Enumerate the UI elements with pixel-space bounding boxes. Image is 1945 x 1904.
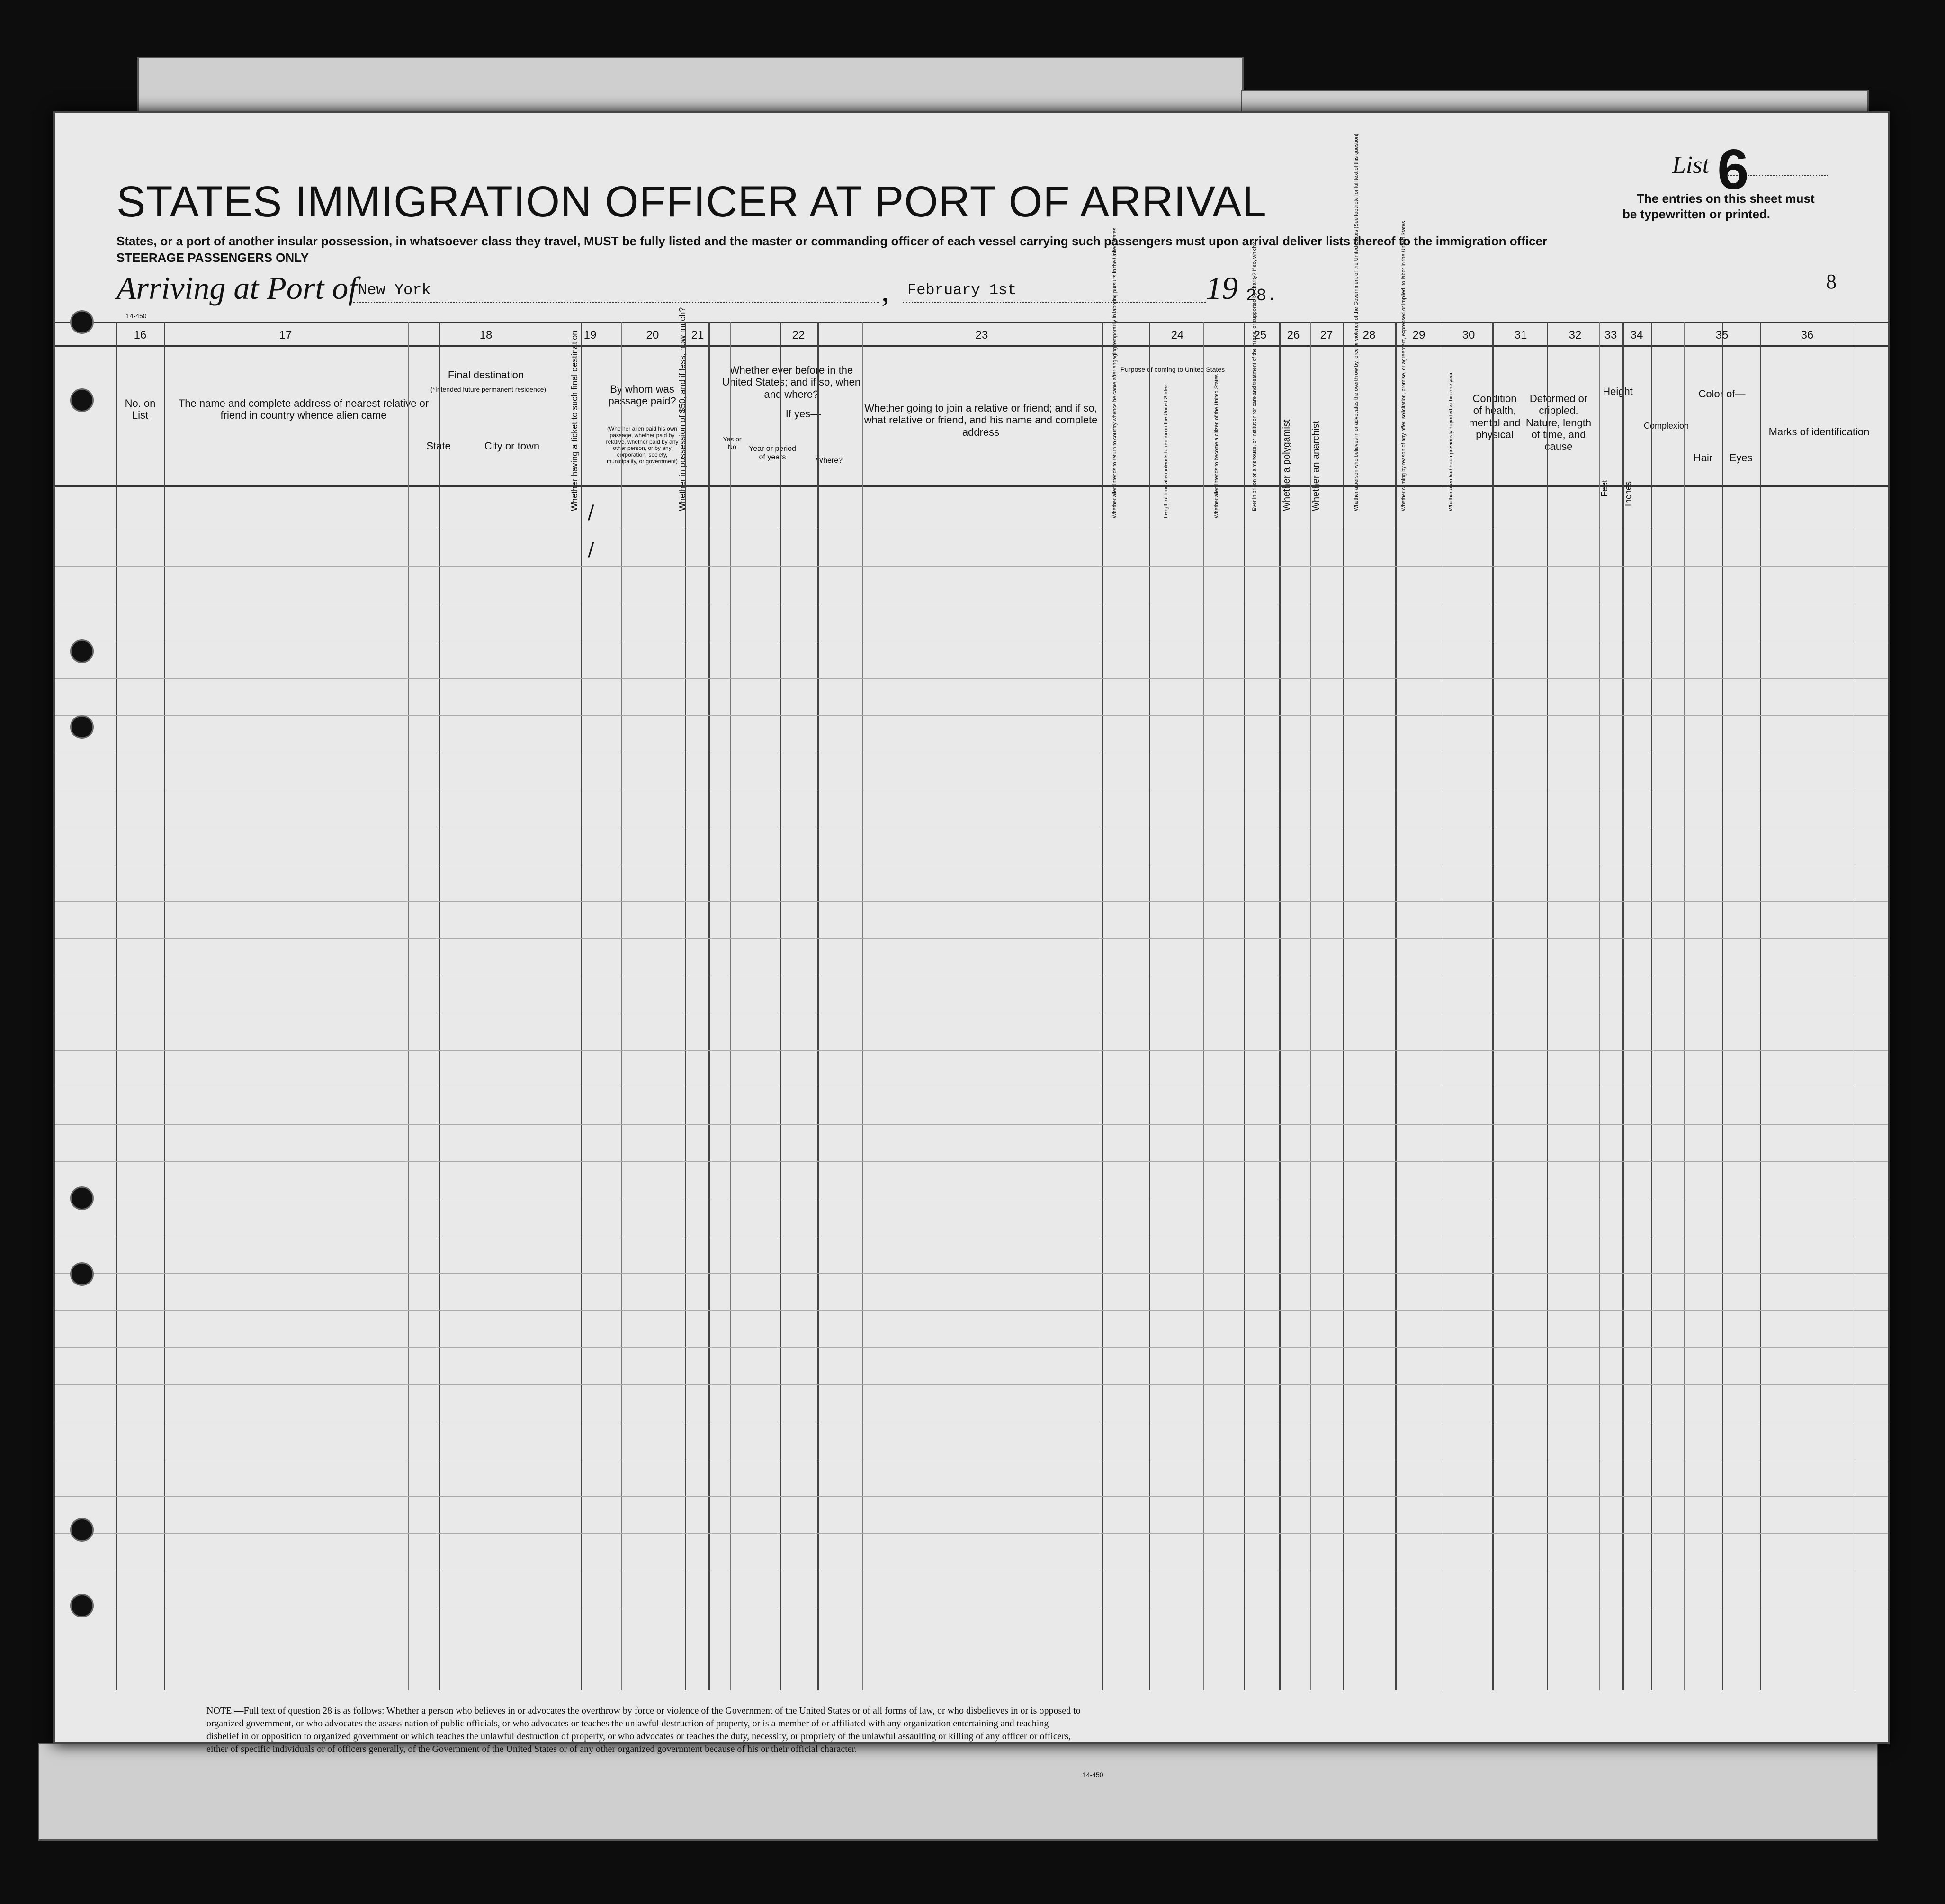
grid-column-line [1149, 322, 1150, 1690]
column-number: 32 [1569, 329, 1582, 341]
header-rule-numbers [55, 345, 1888, 347]
arriving-label: Arriving at Port of [117, 270, 358, 306]
hdr-if-yes: If yes— [785, 408, 821, 420]
grid-column-line [439, 322, 440, 1690]
hdr-before-us: Whether ever before in the United States; and if so, when and where? [722, 364, 861, 400]
row-rule [55, 1384, 1888, 1385]
back-page-bottom [38, 1743, 1878, 1841]
hdr-purpose-c: Whether alien intends to become a citizen of the United States [1214, 374, 1219, 518]
column-number: 27 [1320, 329, 1333, 341]
hdr-eyes: Eyes [1729, 452, 1753, 464]
list-number: 6 [1717, 138, 1749, 201]
steerage-label: STEERAGE PASSENGERS ONLY [117, 251, 309, 265]
column-number: 24 [1171, 329, 1184, 341]
row-rule [55, 715, 1888, 716]
ticket-check-mark: / [588, 502, 594, 523]
grid-column-line [581, 322, 582, 1690]
binder-hole [70, 1518, 94, 1542]
grid-column-line [1599, 322, 1600, 1690]
grid-column-line [1343, 322, 1344, 1690]
page-number: 8 [1826, 270, 1837, 293]
column-number: 20 [646, 329, 659, 341]
row-rule [55, 1050, 1888, 1051]
manifest-sheet [53, 111, 1890, 1778]
hdr-labor: Whether coming by reason of any offer, solicitation, promise, or agreement, expressed or implied, to labor in the United States [1401, 221, 1407, 511]
hdr-prison: Ever in prison or almshouse, or institution for care and treatment of the insane, or supported by charity? If so, which? [1252, 242, 1257, 511]
grid-column-line [408, 322, 409, 1690]
column-number: 36 [1801, 329, 1814, 341]
hdr-color-of: Color of— [1698, 388, 1746, 400]
form-title: STATES IMMIGRATION OFFICER AT PORT OF ARRIVAL [117, 178, 1267, 226]
grid-column-line [1760, 322, 1761, 1690]
column-number: 34 [1630, 329, 1643, 341]
column-number: 17 [279, 329, 292, 341]
hdr-final-destination: Final destination [448, 369, 524, 381]
row-rule [55, 678, 1888, 679]
row-rule [55, 1347, 1888, 1348]
column-number: 25 [1254, 329, 1267, 341]
grid-column-line [621, 322, 622, 1690]
year-prefix: 19 [1206, 270, 1238, 306]
binder-hole [70, 715, 94, 739]
grid-column-line [817, 322, 819, 1690]
hdr-passage-note: (Whether alien paid his own passage, whether paid by relative, whether paid by any other person, or by any corporation, society, municipality, or government) [606, 425, 679, 465]
grid-column-line [1310, 322, 1311, 1690]
hdr-complexion: Complexion [1644, 421, 1689, 431]
hdr-join-relative: Whether going to join a relative or friend; and if so, what relative or friend, and his name and complete address [864, 402, 1098, 438]
hdr-feet: Feet [1600, 479, 1609, 497]
hdr-purpose: Purpose of coming to United States [1120, 366, 1225, 373]
row-rule [55, 938, 1888, 939]
grid-column-line [862, 322, 863, 1690]
column-number: 33 [1604, 329, 1617, 341]
row-rule [55, 1161, 1888, 1162]
footer-code: 14-450 [1083, 1771, 1103, 1778]
grid-column-line [116, 322, 117, 1690]
row-rule [55, 1533, 1888, 1534]
grid-column-line [164, 322, 165, 1690]
hdr-deformed: Deformed or crippled. Nature, length of time, and cause [1525, 393, 1592, 453]
column-number: 23 [975, 329, 988, 341]
binder-hole [70, 388, 94, 412]
grid-column-line [1102, 322, 1103, 1690]
grid-column-line [1622, 322, 1624, 1690]
hdr-ticket: Whether having a ticket to such final destination [570, 330, 579, 511]
binder-hole [70, 310, 94, 334]
list-note-2: be typewritten or printed. [1622, 207, 1771, 221]
grid-column-line [1722, 322, 1723, 1690]
grid-column-line [685, 322, 686, 1690]
grid-column-line [730, 322, 731, 1690]
grid-column-line [1395, 322, 1397, 1690]
hdr-anarchist: Whether an anarchist [1311, 421, 1321, 511]
column-number: 30 [1462, 329, 1475, 341]
date-value: February 1st [907, 281, 1017, 299]
hdr-state: State [426, 440, 451, 452]
column-number: 35 [1715, 329, 1729, 341]
header-rule-top [55, 322, 1888, 323]
hdr-health: Condition of health, mental and physical [1469, 393, 1521, 440]
form-code: 14-450 [126, 312, 147, 320]
hdr-where: Where? [816, 457, 843, 465]
year-suffix: 28. [1246, 286, 1277, 305]
hdr-deported: Whether alien had been previously deported within one year [1448, 372, 1454, 511]
row-rule [55, 1124, 1888, 1125]
hdr-polygamist: Whether a polygamist [1282, 419, 1292, 511]
hdr-height: Height [1603, 386, 1633, 397]
column-number: 29 [1412, 329, 1425, 341]
hdr-overthrow: Whether a person who believes in or advocates the overthrow by force or violence of the Government of the United States (See footnote for full text of this question) [1353, 133, 1359, 511]
row-rule [55, 1496, 1888, 1497]
table-grid [55, 113, 1888, 1742]
hdr-money: Whether in possession of $50, and if less, how much? [678, 307, 687, 511]
column-number: 16 [134, 329, 147, 341]
binder-hole [70, 1186, 94, 1210]
hdr-hair: Hair [1693, 452, 1713, 464]
column-number: 28 [1362, 329, 1376, 341]
hdr-marks: Marks of identification [1768, 426, 1870, 438]
binder-hole [70, 639, 94, 663]
list-note-1: The entries on this sheet must [1637, 191, 1815, 206]
hdr-passage-paid: By whom was passage paid? [608, 383, 676, 407]
column-number: 19 [583, 329, 597, 341]
grid-column-line [708, 322, 710, 1690]
row-rule [55, 1310, 1888, 1311]
column-number: 18 [479, 329, 493, 341]
binder-hole [70, 1262, 94, 1286]
grid-column-line [780, 322, 781, 1690]
row-rule [55, 1273, 1888, 1274]
list-label: List [1672, 152, 1710, 179]
hdr-purpose-b: Length of time alien intends to remain in the United States [1163, 384, 1169, 518]
binder-hole [70, 1594, 94, 1617]
ticket-check-mark: / [588, 539, 594, 561]
header-rule-bottom [55, 485, 1888, 487]
grid-column-line [1203, 322, 1204, 1690]
hdr-period: Year or period of years [749, 445, 796, 462]
hdr-inches: Inches [1623, 481, 1633, 506]
grid-column-line [1547, 322, 1548, 1690]
form-subtitle: States, or a port of another insular possession, in whatsoever class they travel, MUST be fully listed and the master or commanding officer of each vessel carrying such passengers must upon arrival deliver lists thereof to the immigration officer [117, 234, 1548, 248]
hdr-final-destination-note: (*Intended future permanent residence) [430, 386, 547, 393]
row-rule [55, 901, 1888, 902]
grid-column-line [1651, 322, 1652, 1690]
hdr-no-on-list: No. on List [125, 397, 156, 422]
hdr-city: City or town [484, 440, 540, 452]
comma: , [881, 272, 889, 308]
hdr-purpose-a: Whether alien intends to return to country whence he came after engaging temporarily in laboring pursuits in the United States [1112, 227, 1118, 518]
column-number: 22 [792, 329, 805, 341]
grid-column-line [1684, 322, 1685, 1690]
port-value: New York [358, 281, 431, 299]
hdr-nearest-relative: The name and complete address of nearest relative or friend in country whence alien came [178, 397, 429, 422]
grid-column-line [1244, 322, 1245, 1690]
grid-column-line [1492, 322, 1494, 1690]
footnote: NOTE.—Full text of question 28 is as follows: Whether a person who believes in or advocates the overthrow by force or violence of the Government of the United States or of all forms of law, or who disbelieves in or is opposed to organized government, or who advocates the assassination of public officials, or who advocates or teaches the unlawful destruction of property, or is a member of or affiliated with any organization entertaining and teaching disbelief in or opposition to organized government or which teaches the unlawful destruction of property, or who advocates or teaches the duty, necessity, or propriety of the unlawful assaulting or killing of any officer or officers, either of specific individuals or of officers generally, of the Government of the United States or of any other organized government because of his or their official character. [206, 1706, 1081, 1754]
grid-column-line [1279, 322, 1281, 1690]
hdr-yes-no: Yes or No [723, 435, 742, 451]
column-number: 21 [691, 329, 704, 341]
column-number: 26 [1287, 329, 1300, 341]
column-number: 31 [1514, 329, 1527, 341]
row-rule [55, 566, 1888, 567]
